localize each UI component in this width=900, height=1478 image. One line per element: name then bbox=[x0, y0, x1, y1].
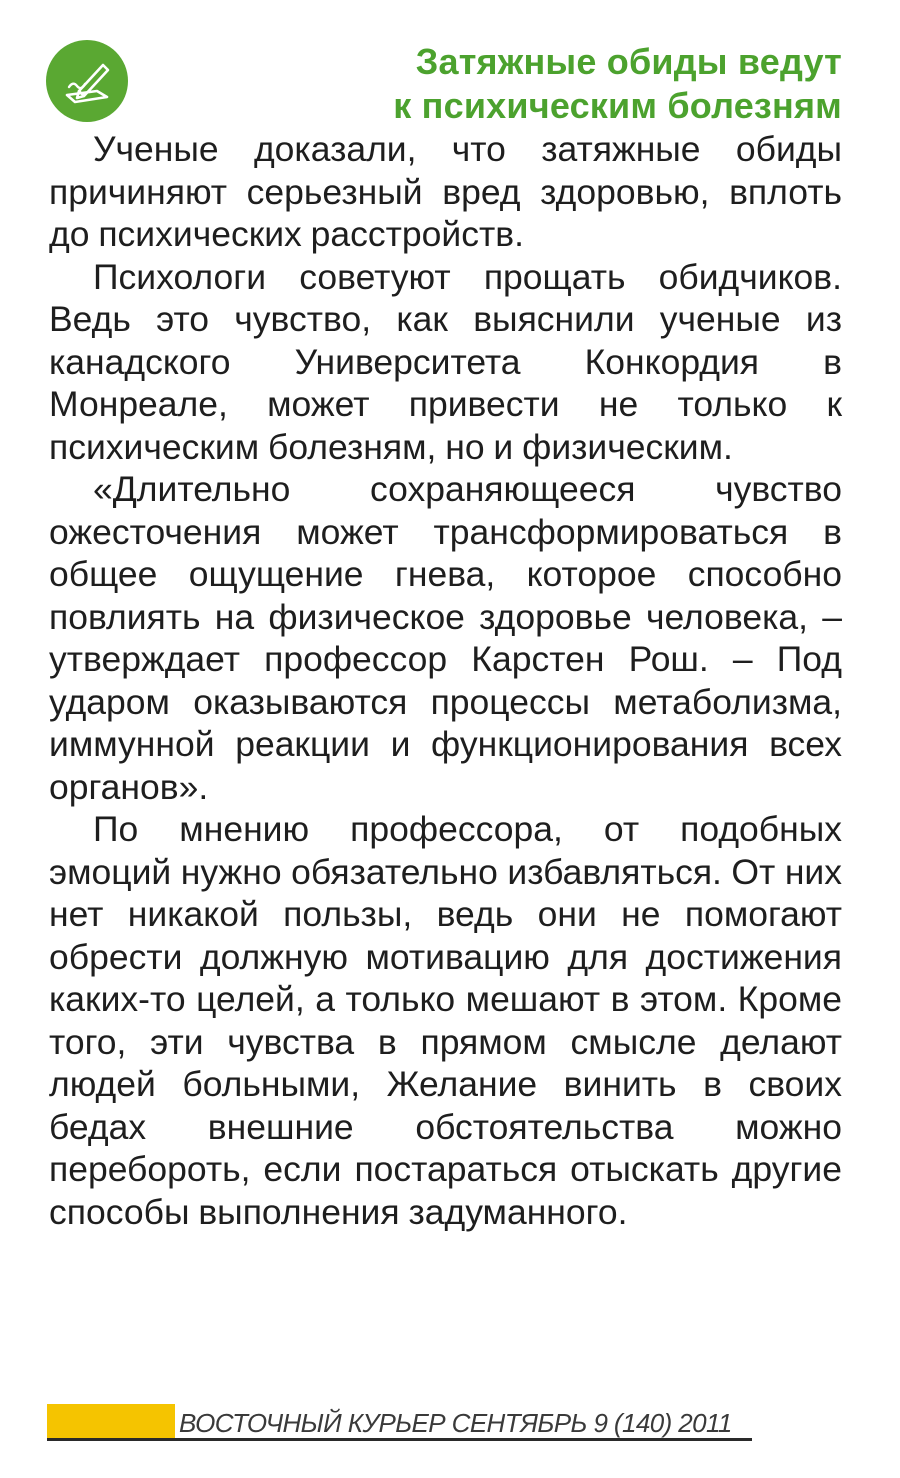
headline-line-2: к психическим болезням bbox=[393, 85, 842, 126]
paragraph-3: «Длительно сохраняющееся чувство ожесточения может трансформироваться в общее ощущение гнева, которое способно повлиять на физическое здоровье человека, – утверждает профессор Карстен Рош. – Под ударом оказываются процессы метаболизма, иммунной реакции и функционирования всех органов». bbox=[49, 469, 842, 807]
pen-writing-icon bbox=[57, 51, 117, 111]
article-headline bbox=[222, 40, 842, 128]
publication-name: ВОСТОЧНЫЙ КУРЬЕР СЕНТЯБРЬ 9 (140) 2011 bbox=[179, 1408, 732, 1438]
article-body bbox=[49, 128, 842, 1233]
publication-footer bbox=[47, 1404, 757, 1442]
paragraph-2: Психологи советуют прощать обидчиков. Ведь это чувство, как выяснили ученые из канадского Университета Конкордия в Монреале, может привести не только к психическим болезням, но и физическим. bbox=[49, 256, 842, 467]
paragraph-4: По мнению профессора, от подобных эмоций нужно обязательно избавляться. От них нет никакой пользы, ведь они не помогают обрести должную мотивацию для достижения каких-то целей, а только мешают в этом. Кроме того, эти чувства в прямом смысле делают людей больными, Желание винить в своих бедах внешние обстоятельства можно перебороть, если постараться отыскать другие способы выполнения задуманного. bbox=[49, 809, 842, 1232]
headline-line-1: Затяжные обиды ведут bbox=[415, 41, 842, 82]
paragraph-1: Ученые доказали, что затяжные обиды причиняют серьезный вред здоровью, вплоть до психических расстройств. bbox=[49, 129, 842, 254]
footer-accent-bar bbox=[47, 1404, 175, 1438]
section-logo bbox=[46, 40, 128, 122]
